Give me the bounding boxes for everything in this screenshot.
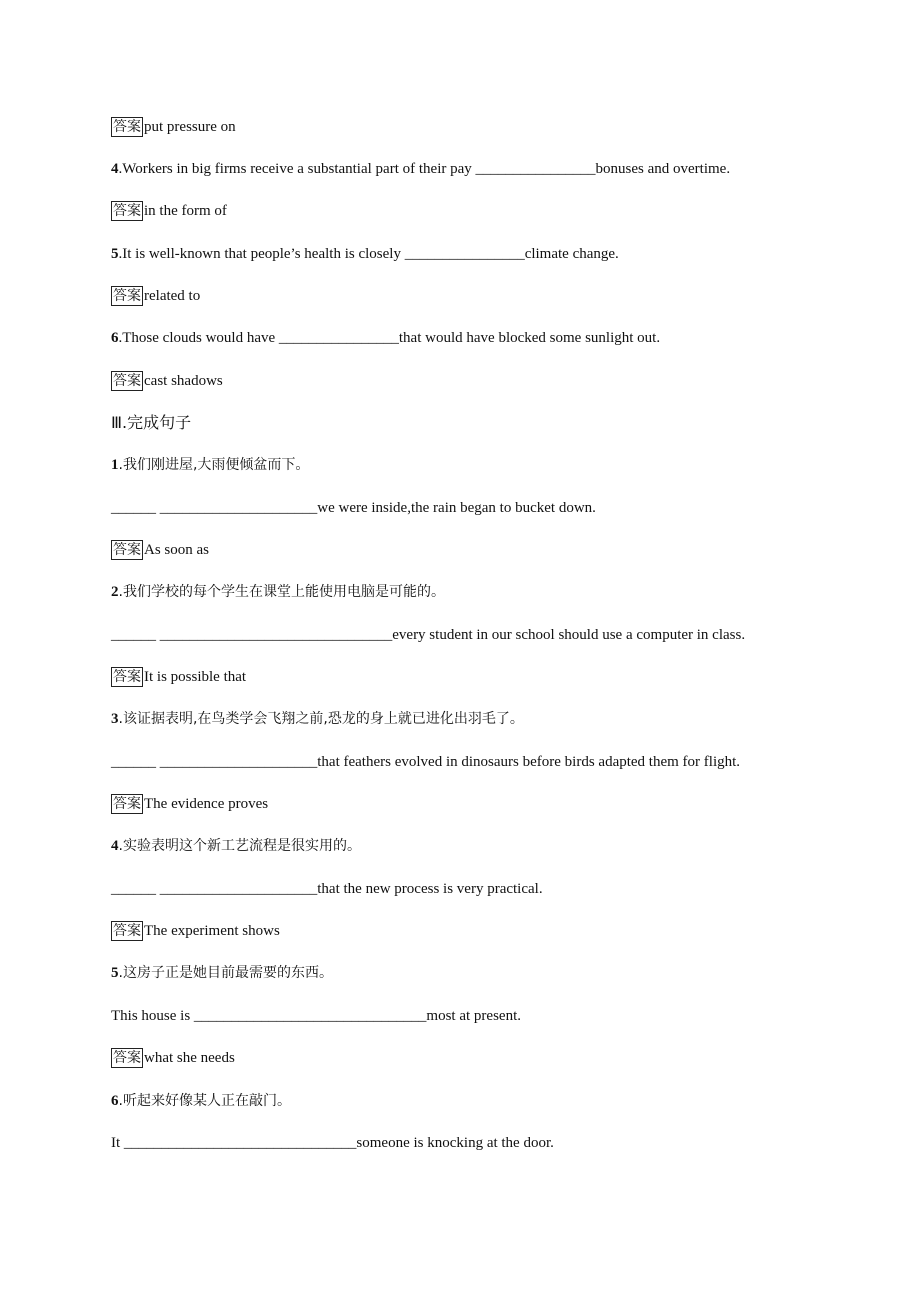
answer-line [111,371,223,391]
question-en-line: ______ _____________________that the new process is very practical. [111,881,543,897]
answer-text: in the form of [144,203,227,219]
answer-line [111,667,246,687]
answer-text: It is possible that [144,669,247,685]
question-en-line: ______ _____________________we were inside,the rain began to bucket down. [111,500,596,516]
answer-line [111,794,268,814]
question-cn-line [111,455,309,475]
question-en-line: This house is _______________________________most at present. [111,1008,521,1024]
answer-text: put pressure on [144,119,236,135]
question-number: 2 [111,584,119,600]
question-number: 5 [111,965,119,981]
answer-line [111,201,227,221]
question-cn-text: .实验表明这个新工艺流程是很实用的。 [118,838,361,854]
answer-badge: 答案 [113,669,141,685]
question-en-line: ______ _______________________________every student in our school should use a computer in class. [111,627,746,643]
question-cn-line [111,1091,291,1111]
question-cn-text: .我们学校的每个学生在课堂上能使用电脑是可能的。 [118,584,445,600]
question-text: .Those clouds would have ________________that would have blocked some sunlight out. [118,330,661,346]
question-cn-text: .听起来好像某人正在敲门。 [118,1093,291,1109]
answer-badge: 答案 [113,373,141,389]
answer-text: The evidence proves [144,796,269,812]
answer-badge: 答案 [113,796,141,812]
answer-line [111,1048,235,1068]
question-line [111,328,660,348]
question-line [111,244,619,264]
question-number: 4 [111,161,119,177]
question-cn-text: .我们刚进屋,大雨便倾盆而下。 [118,457,310,473]
question-en-line: It _______________________________someone is knocking at the door. [111,1135,554,1151]
question-number: 1 [111,457,119,473]
answer-badge: 答案 [113,203,141,219]
question-cn-line [111,963,333,983]
question-number: 5 [111,246,119,262]
answer-line [111,117,236,137]
question-text: .Workers in big firms receive a substantial part of their pay ________________bonuses and overtime. [118,161,731,177]
question-number: 3 [111,711,119,727]
answer-text: cast shadows [144,373,223,389]
question-cn-line [111,582,445,602]
answer-line [111,540,209,560]
answer-line [111,286,200,306]
section-title: Ⅲ.完成句子 [111,413,192,432]
answer-line [111,921,280,941]
question-en-line: ______ _____________________that feathers evolved in dinosaurs before birds adapted them for flight. [111,754,741,770]
question-number: 6 [111,1093,119,1109]
question-number: 4 [111,838,119,854]
question-line [111,159,730,179]
question-cn-line [111,709,524,729]
answer-text: what she needs [144,1050,235,1066]
question-number: 6 [111,330,119,346]
answer-text: related to [144,288,201,304]
answer-text: As soon as [144,542,210,558]
question-cn-text: .该证据表明,在鸟类学会飞翔之前,恐龙的身上就已进化出羽毛了。 [118,711,524,727]
answer-badge: 答案 [113,923,141,939]
answer-text: The experiment shows [144,923,280,939]
answer-badge: 答案 [113,542,141,558]
question-text: .It is well-known that people’s health is closely ________________climate change. [118,246,619,262]
question-cn-line [111,836,361,856]
question-cn-text: .这房子正是她目前最需要的东西。 [118,965,333,981]
answer-badge: 答案 [113,119,141,135]
answer-badge: 答案 [113,1050,141,1066]
answer-badge: 答案 [113,288,141,304]
